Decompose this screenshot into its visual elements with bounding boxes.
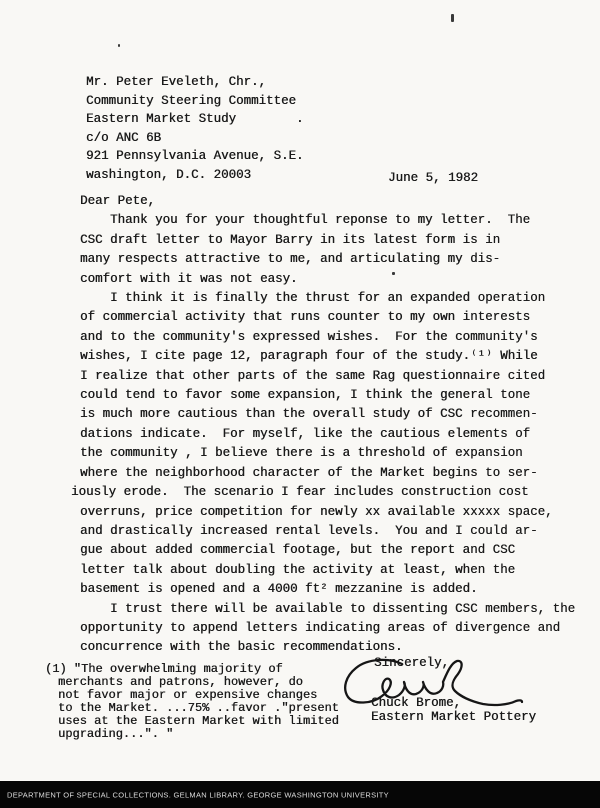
address-line: Eastern Market Study . [86,112,304,127]
body-line: concurrence with the basic recommendations. [80,640,403,655]
footnote-line: upgrading...". " [58,727,174,742]
archive-attribution-label: DEPARTMENT OF SPECIAL COLLECTIONS. GELMAN LIBRARY. GEORGE WASHINGTON UNIVERSITY [7,790,389,799]
body-line: Thank you for your thoughtful reponse to my letter. The [80,213,531,228]
footnote-line: to the Market. ...75% ..favor ."present [58,701,339,716]
body-line: and drastically increased rental levels. You and I could ar- [80,523,538,538]
body-line: many respects attractive to me, and articulating my dis- [80,252,501,267]
body-line: gue about added commercial footage, but the report and CSC [80,543,516,558]
footnote-line: uses at the Eastern Market with limited [58,714,339,729]
footnote-line: merchants and patrons, however, do [58,675,303,690]
body-line: could tend to favor some expansion, I think the general tone [80,388,531,403]
closing-salutation: Sincerely, [374,656,450,670]
body-line: I realize that other parts of the same Rag questionnaire cited [80,368,546,383]
address-line: 921 Pennsylvania Avenue, S.E. [86,149,304,164]
letter-date: June 5, 1982 [388,171,479,185]
body-line: and to the community's expressed wishes. For the community's [80,329,538,344]
letter-body [71,192,576,658]
address-line: Mr. Peter Eveleth, Chr., [86,75,267,89]
address-line: c/o ANC 6B [86,130,162,145]
signed-organization: Eastern Market Pottery [371,710,537,724]
address-line: washington, D.C. 20003 [86,167,252,182]
body-line: comfort with it was not easy. [80,271,298,286]
footnote-line: not favor major or expensive changes [58,688,318,703]
body-line: opportunity to append letters indicating areas of divergence and [80,620,561,635]
salutation: Dear Pete, [80,194,156,208]
recipient-address-block [86,73,304,185]
footnote-line: (1) "The overwhelming majority of [45,662,283,676]
signature-block [371,696,536,724]
body-line: overruns, price competition for newly xx available xxxxx space, [80,504,553,519]
body-line: where the neighborhood character of the Market begins to ser- [80,465,538,480]
body-line: letter talk about doubling the activity at least, when the [80,562,516,577]
body-line: the community , I believe there is a threshold of expansion [80,446,523,461]
body-line: I trust there will be available to dissenting CSC members, the [80,601,576,616]
scan-speck [118,44,120,47]
body-line: wishes, I cite page 12, paragraph four of the study.⁽¹⁾ While [80,349,538,364]
scan-speck [451,14,454,22]
body-line: is much more cautious than the overall study of CSC recommen- [80,407,538,422]
body-line: I think it is finally the thrust for an expanded operation [80,291,546,306]
footnote-block [45,663,339,742]
signed-name: Chuck Brome, [371,696,462,710]
body-line: CSC draft letter to Mayor Barry in its latest form is in [80,232,501,247]
archive-footer-bar [0,781,600,808]
body-line: iously erode. The scenario I fear includes construction cost [71,485,529,500]
body-line: basement is opened and a 4000 ft² mezzanine is added. [80,582,478,597]
body-line: dations indicate. For myself, like the cautious elements of [80,426,531,441]
address-line: Community Steering Committee [86,93,297,108]
body-line: of commercial activity that runs counter to my own interests [80,310,531,325]
